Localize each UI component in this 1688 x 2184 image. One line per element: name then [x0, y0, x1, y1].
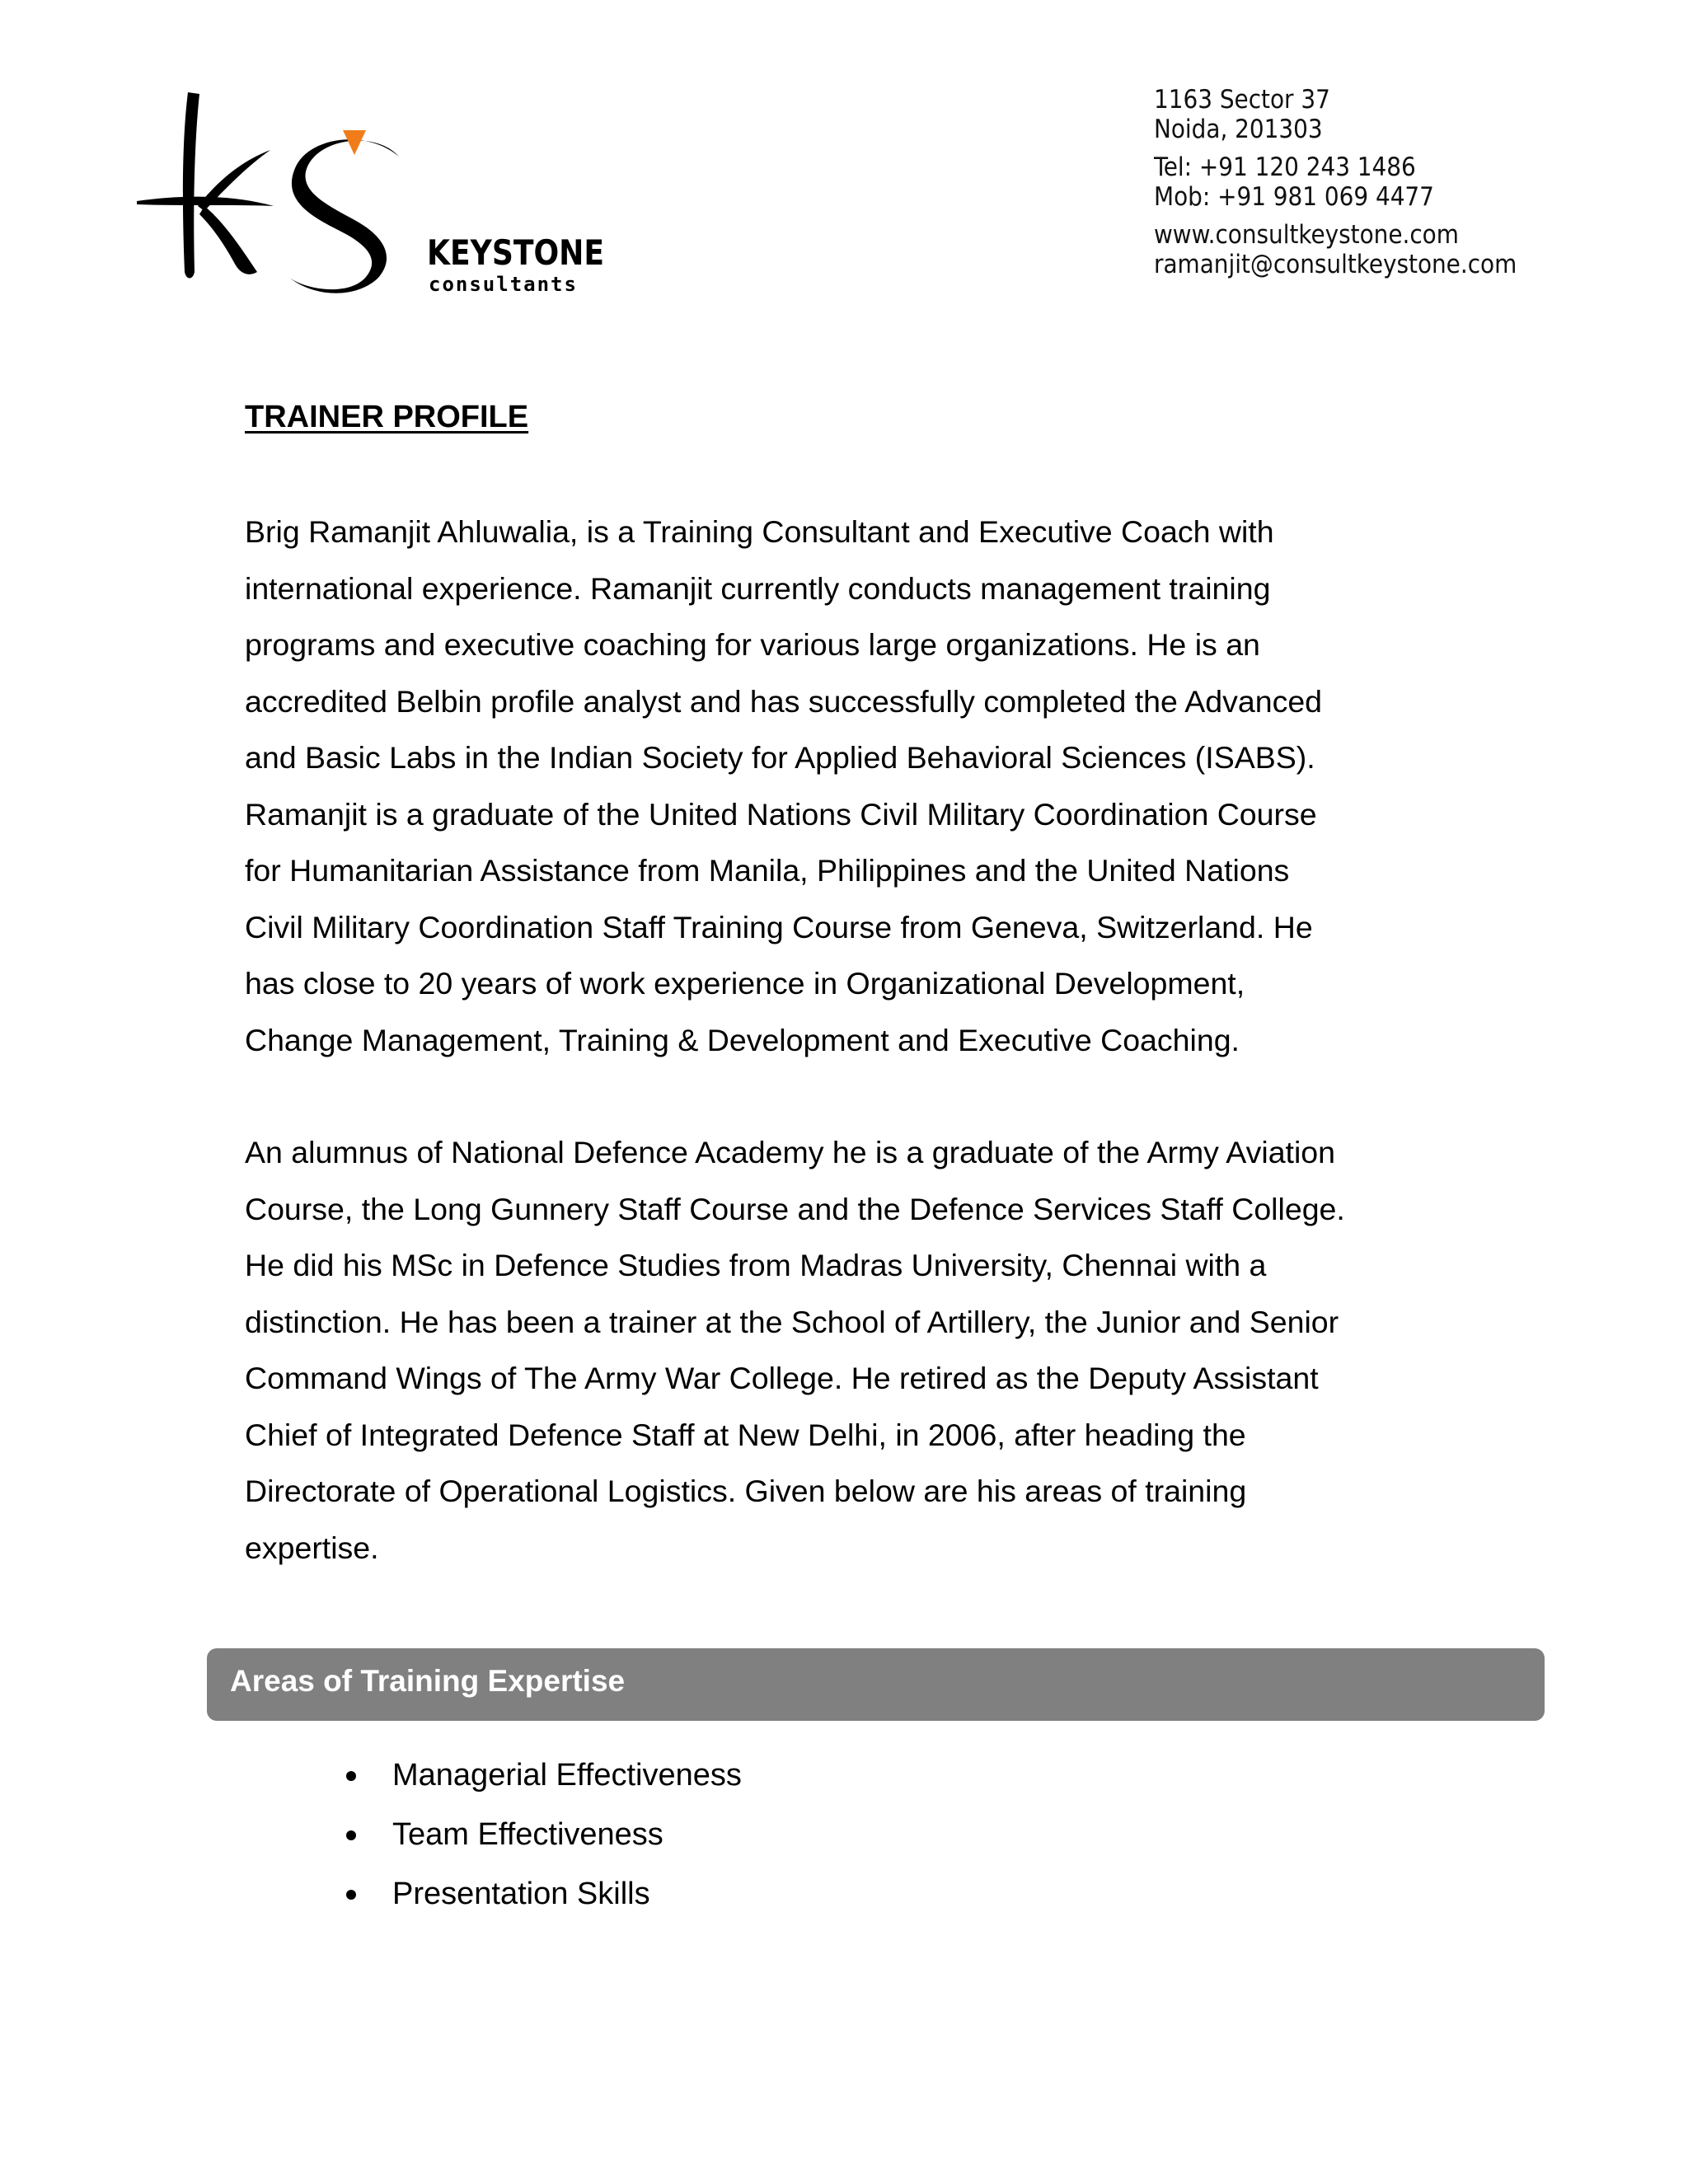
paragraph-line: programs and executive coaching for various large organizations. He is an	[245, 627, 1260, 662]
expertise-list	[338, 1746, 742, 1924]
profile-paragraph-1	[245, 504, 1465, 1068]
bullet-icon	[346, 1890, 356, 1900]
list-item-label: Managerial Effectiveness	[392, 1758, 742, 1793]
paragraph-line: Directorate of Operational Logistics. Given below are his areas of training	[245, 1474, 1247, 1508]
email-link[interactable]: ramanjit@consultkeystone.com	[1154, 250, 1517, 279]
company-logo	[134, 82, 605, 313]
mobile: Mob: +91 981 069 4477	[1154, 182, 1434, 212]
logo-brand-subtitle: consultants	[429, 273, 578, 296]
list-item	[338, 1805, 742, 1864]
paragraph-line: Brig Ramanjit Ahluwalia, is a Training Consultant and Executive Coach with	[245, 514, 1274, 549]
address-line-2: Noida, 201303	[1154, 115, 1323, 144]
paragraph-line: An alumnus of National Defence Academy he is a graduate of the Army Aviation	[245, 1135, 1336, 1169]
profile-paragraph-2	[245, 1124, 1465, 1576]
bullet-icon	[346, 1771, 356, 1781]
contact-block	[1154, 85, 1517, 279]
paragraph-line: Command Wings of The Army War College. He retired as the Deputy Assistant	[245, 1361, 1319, 1395]
paragraph-line: expertise.	[245, 1530, 379, 1565]
bullet-icon	[346, 1830, 356, 1840]
telephone: Tel: +91 120 243 1486	[1154, 152, 1416, 182]
paragraph-line: Change Management, Training & Development and Executive Coaching.	[245, 1022, 1240, 1057]
list-item	[338, 1864, 742, 1924]
list-item-label: Team Effectiveness	[392, 1817, 663, 1852]
paragraph-line: Course, the Long Gunnery Staff Course and the Defence Services Staff College.	[245, 1191, 1345, 1226]
paragraph-line: international experience. Ramanjit currently conducts management training	[245, 570, 1271, 606]
section-header-bar	[207, 1648, 1545, 1721]
address-line-1: 1163 Sector 37	[1154, 85, 1330, 115]
paragraph-line: accredited Belbin profile analyst and has successfully completed the Advanced	[245, 683, 1323, 719]
logo-brand-name: KEYSTONE	[427, 232, 605, 273]
paragraph-line: Civil Military Coordination Staff Training Course from Geneva, Switzerland. He	[245, 909, 1313, 944]
website-link[interactable]: www.consultkeystone.com	[1154, 220, 1459, 250]
paragraph-line: for Humanitarian Assistance from Manila, Philippines and the United Nations	[245, 853, 1290, 888]
paragraph-line: He did his MSc in Defence Studies from Madras University, Chennai with a	[245, 1248, 1267, 1282]
list-item-label: Presentation Skills	[392, 1877, 650, 1911]
section-title: Areas of Training Expertise	[230, 1664, 626, 1698]
page-title: TRAINER PROFILE	[245, 400, 529, 434]
paragraph-line: Ramanjit is a graduate of the United Nations Civil Military Coordination Course	[245, 796, 1317, 832]
paragraph-line: Chief of Integrated Defence Staff at New Delhi, in 2006, after heading the	[245, 1417, 1246, 1452]
paragraph-line: distinction. He has been a trainer at the School of Artillery, the Junior and Senior	[245, 1304, 1339, 1339]
paragraph-line: and Basic Labs in the Indian Society for Applied Behavioral Sciences (ISABS).	[245, 740, 1315, 775]
list-item	[338, 1746, 742, 1805]
paragraph-line: has close to 20 years of work experience in Organizational Development,	[245, 966, 1245, 1001]
ks-logo-mark-icon	[134, 82, 430, 313]
